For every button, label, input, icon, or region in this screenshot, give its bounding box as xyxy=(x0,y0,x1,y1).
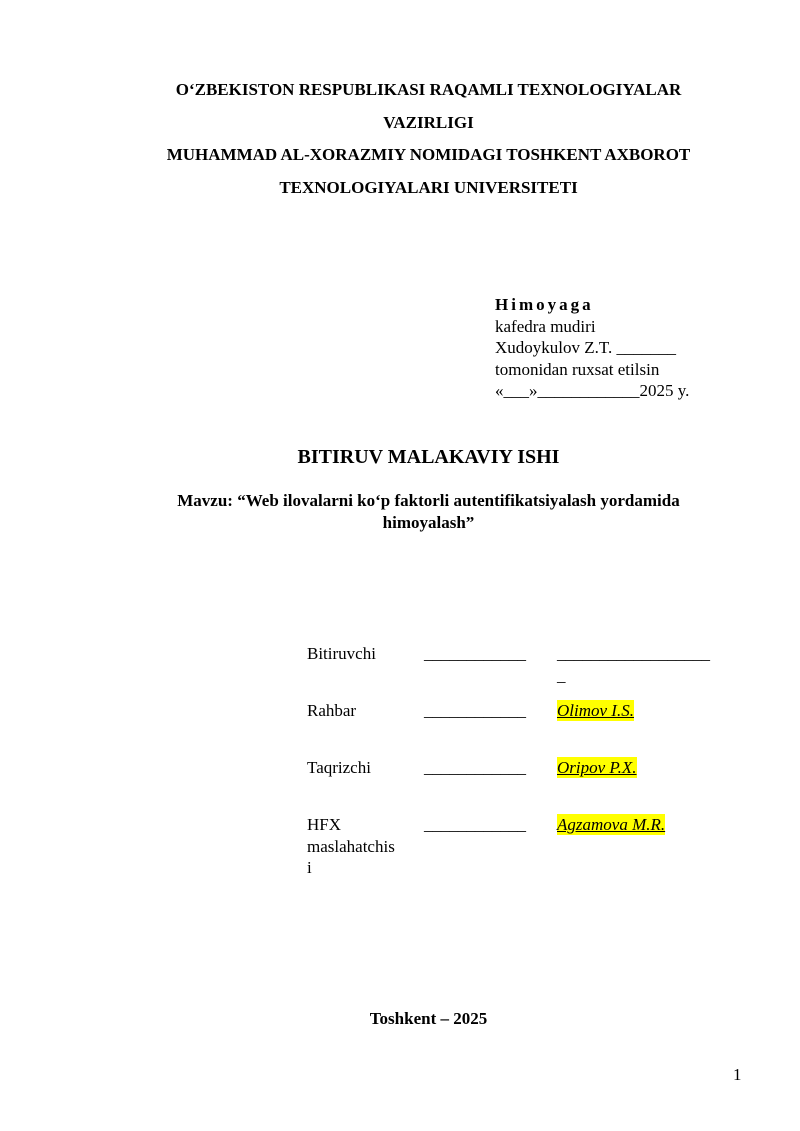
consultant-signature-line: ____________ xyxy=(424,815,526,834)
supervisor-signature-line: ____________ xyxy=(424,701,526,720)
reviewer-signature-line: ____________ xyxy=(424,758,526,777)
graduate-signature-line: ____________ xyxy=(424,644,526,663)
graduate-name-line-2: _ xyxy=(557,666,566,685)
supervisor-name: Olimov I.S. xyxy=(557,701,634,720)
graduate-label: Bitiruvchi xyxy=(307,644,376,663)
document-title: BITIRUV MALAKAVIY ISHI xyxy=(297,446,560,468)
topic xyxy=(0,490,800,534)
approval-block xyxy=(495,294,689,402)
approval-title: Himoyaga xyxy=(495,295,594,314)
consultant-label-line-1: HFX xyxy=(307,815,342,834)
approval-line-3: tomonidan ruxsat etilsin xyxy=(495,359,660,379)
reviewer-name: Oripov P.X. xyxy=(557,758,637,777)
reviewer-label: Taqrizchi xyxy=(307,758,371,777)
supervisor-label: Rahbar xyxy=(307,701,357,720)
university-line-1: MUHAMMAD AL-XORAZMIY NOMIDAGI TOSHKENT AXBOROT xyxy=(166,145,691,164)
consultant-label-line-2: maslahatchis xyxy=(307,836,395,856)
graduate-name-line-1: __________________ xyxy=(557,644,710,663)
consultant-label-line-3: i xyxy=(307,858,312,877)
consultant-name: Agzamova M.R. xyxy=(557,815,666,834)
approval-line-4: «___»____________2025 y. xyxy=(495,381,690,400)
approval-line-1: kafedra mudiri xyxy=(495,316,596,336)
approval-line-2: Xudoykulov Z.T. _______ xyxy=(495,338,677,357)
university-line-2: TEXNOLOGIYALARI UNIVERSITETI xyxy=(279,177,578,197)
consultant-label xyxy=(307,814,395,879)
topic-line-2: himoyalash” xyxy=(382,513,475,532)
ministry-line-1: O‘ZBEKISTON RESPUBLIKASI RAQAMLI TEXNOLOGIYALAR xyxy=(175,80,682,99)
ministry-line-2: VAZIRLIGI xyxy=(383,112,474,132)
topic-line-1: Mavzu: “Web ilovalarni ko‘p faktorli autentifikatsiyalash yordamida xyxy=(177,491,680,510)
city-year: Toshkent – 2025 xyxy=(369,1009,488,1028)
page-number: 1 xyxy=(733,1065,742,1084)
ministry-header xyxy=(0,74,800,204)
